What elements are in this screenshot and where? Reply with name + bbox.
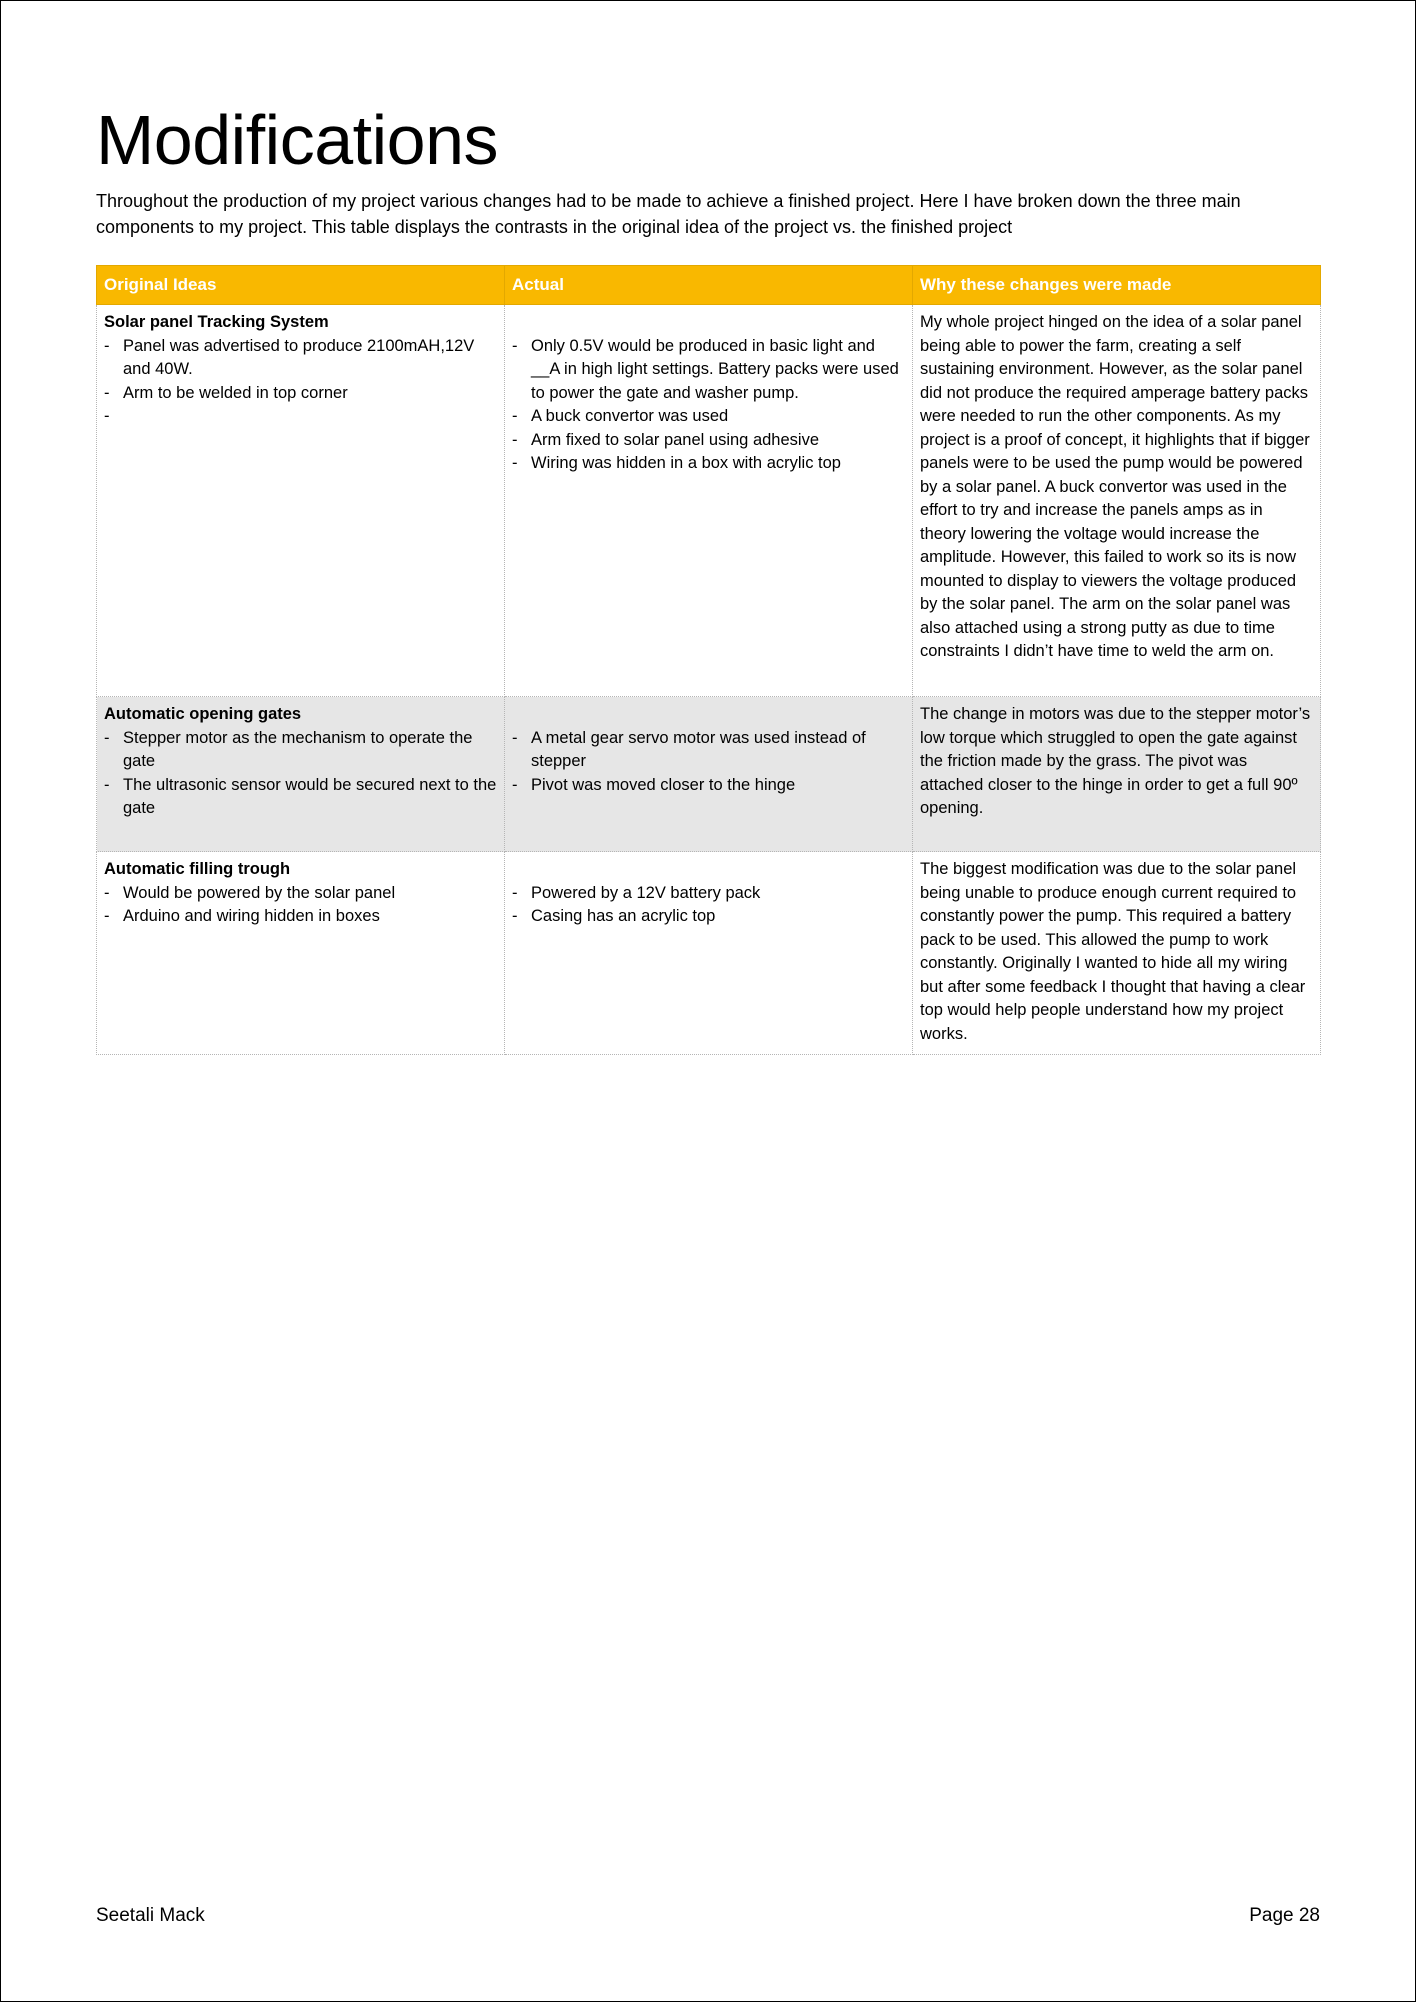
cell-why-gates: The change in motors was due to the stepper motor’s low torque which struggled to open the gate against the friction made by the grass. The pivot was attached closer to the hinge in order to get a full 90º opening. xyxy=(913,697,1321,852)
header-why-changes: Why these changes were made xyxy=(913,266,1321,305)
list-item-text: Arm fixed to solar panel using adhesive xyxy=(531,430,819,449)
table-row-solar-panel xyxy=(97,305,1321,697)
list-item xyxy=(104,774,497,821)
cell-why-solar: My whole project hinged on the idea of a solar panel being able to power the farm, creating a self sustaining environment. However, as the solar panel did not produce the required amperage battery packs were needed to run the other components. As my project is a proof of concept, it highlights that if bigger panels were to be used the pump would be powered by a solar panel. A buck convertor was used in the effort to try and increase the panels amps as in theory lowering the voltage would increase the amplitude. However, this failed to work so its is now mounted to display to viewers the voltage produced by the solar panel. The arm on the solar panel was also attached using a strong putty as due to time constraints I didn’t have time to weld the arm on. xyxy=(913,305,1321,697)
actual-list-gates xyxy=(512,727,905,798)
page-title: Modifications xyxy=(96,101,499,179)
dash-bullet: - xyxy=(104,407,110,425)
dash-bullet: - xyxy=(512,883,518,902)
list-item xyxy=(104,882,497,906)
dash-bullet: - xyxy=(104,336,110,355)
list-item-text: A metal gear servo motor was used instead of stepper xyxy=(531,728,866,770)
cell-original-solar xyxy=(97,305,505,697)
dash-bullet: - xyxy=(104,883,110,902)
list-item xyxy=(104,335,497,382)
list-item-text: Powered by a 12V battery pack xyxy=(531,883,761,902)
list-item-text: The ultrasonic sensor would be secured next to the gate xyxy=(123,775,497,817)
list-item-text: Only 0.5V would be produced in basic light and __A in high light settings. Battery packs were used to power the gate and washer pump. xyxy=(531,336,899,402)
header-original-ideas: Original Ideas xyxy=(97,266,505,305)
cell-original-trough xyxy=(97,852,505,1055)
cell-actual-trough xyxy=(505,852,913,1055)
cell-actual-gates xyxy=(505,697,913,852)
actual-list-solar xyxy=(512,335,905,476)
list-item-text: Arm to be welded in top corner xyxy=(123,383,348,402)
cell-actual-solar xyxy=(505,305,913,697)
dash-bullet: - xyxy=(512,407,518,425)
modifications-table xyxy=(96,265,1321,1055)
dash-bullet: - xyxy=(512,336,518,355)
original-list-gates xyxy=(104,727,497,821)
list-item xyxy=(512,727,905,774)
dash-bullet: - xyxy=(512,454,518,472)
list-item-text: Casing has an acrylic top xyxy=(531,907,716,925)
list-item xyxy=(512,405,905,429)
list-item xyxy=(512,452,905,476)
actual-list-trough xyxy=(512,882,905,929)
list-item xyxy=(104,382,497,406)
dash-bullet: - xyxy=(104,728,110,747)
list-item xyxy=(512,774,905,798)
list-item xyxy=(512,429,905,453)
intro-paragraph: Throughout the production of my project various changes had to be made to achieve a finished project. Here I have broken down the three main components to my project. This table displays the contrasts in the original idea of the project vs. the finished project xyxy=(96,191,1241,237)
table-row-opening-gates xyxy=(97,697,1321,852)
dash-bullet: - xyxy=(104,383,110,402)
list-item-text: Pivot was moved closer to the hinge xyxy=(531,775,796,794)
list-item-text: Stepper motor as the mechanism to operate the gate xyxy=(123,728,473,770)
dash-bullet: - xyxy=(512,907,518,925)
list-item-text: Would be powered by the solar panel xyxy=(123,883,396,902)
footer-author: Seetali Mack xyxy=(96,1905,205,1926)
section-title-trough: Automatic filling trough xyxy=(104,860,291,878)
list-item xyxy=(512,905,905,929)
list-item-text: Panel was advertised to produce 2100mAH,12V and 40W. xyxy=(123,336,475,378)
dash-bullet: - xyxy=(512,775,518,794)
section-title-gates: Automatic opening gates xyxy=(104,705,302,723)
original-list-trough xyxy=(104,882,497,929)
cell-original-gates xyxy=(97,697,505,852)
dash-bullet: - xyxy=(512,430,518,449)
list-item-text: Wiring was hidden in a box with acrylic top xyxy=(531,454,841,472)
table-row-filling-trough xyxy=(97,852,1321,1055)
list-item xyxy=(512,335,905,406)
dash-bullet: - xyxy=(512,728,518,747)
list-item xyxy=(104,405,497,429)
list-item-text: Arduino and wiring hidden in boxes xyxy=(123,907,380,925)
list-item xyxy=(104,905,497,929)
list-item xyxy=(104,727,497,774)
list-item xyxy=(512,882,905,906)
dash-bullet: - xyxy=(104,907,110,925)
original-list-solar xyxy=(104,335,497,429)
dash-bullet: - xyxy=(104,775,110,794)
header-actual: Actual xyxy=(505,266,913,305)
table-header-row xyxy=(97,266,1321,305)
cell-why-trough: The biggest modification was due to the solar panel being unable to produce enough current required to constantly power the pump. This required a battery pack to be used. This allowed the pump to work constantly. Originally I wanted to hide all my wiring but after some feedback I thought that having a clear top would help people understand how my project works. xyxy=(913,852,1321,1055)
section-title-solar: Solar panel Tracking System xyxy=(104,313,329,331)
list-item-text: A buck convertor was used xyxy=(531,407,729,425)
footer-page-number: Page 28 xyxy=(1249,1905,1320,1926)
